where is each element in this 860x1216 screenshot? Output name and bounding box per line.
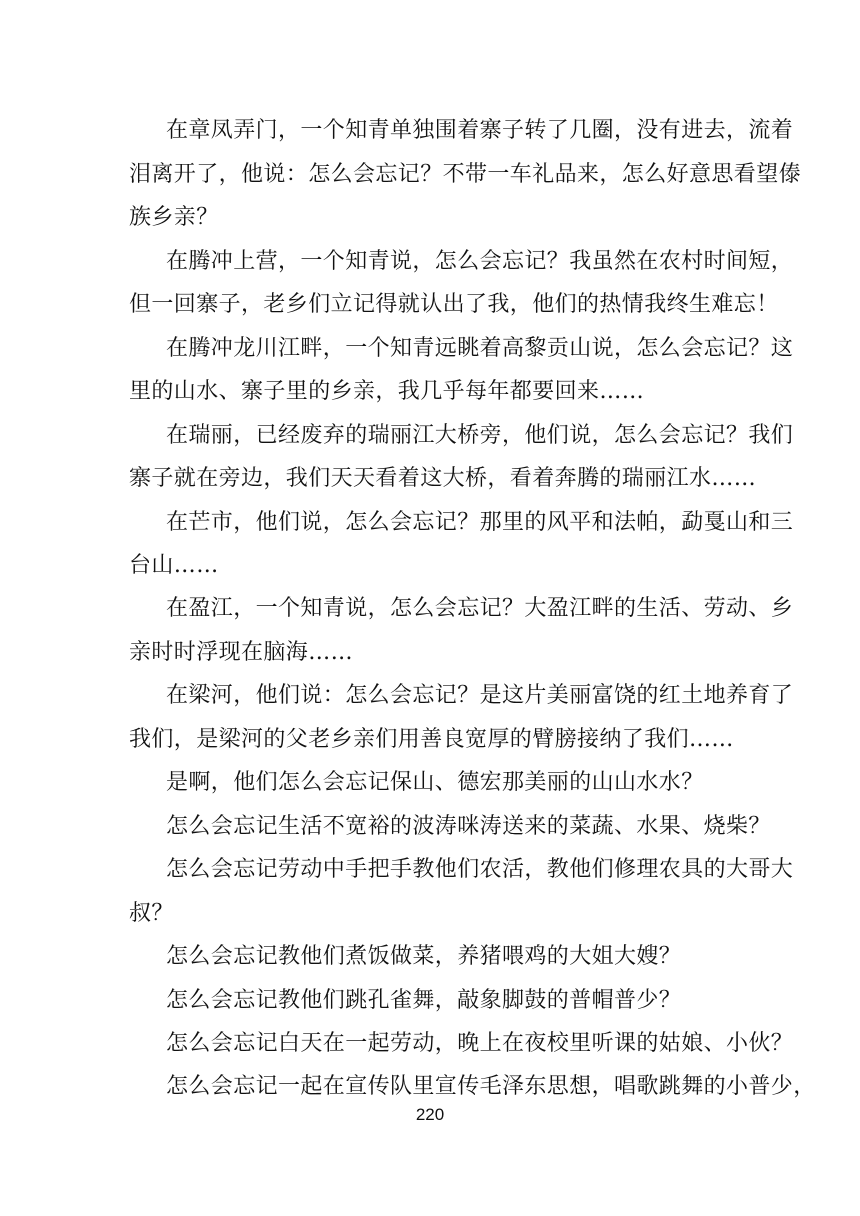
text-line: 在梁河，他们说：怎么会忘记？是这片美丽富饶的红土地养育了 xyxy=(166,683,794,708)
text-line: 在章凤弄门，一个知青单独围着寨子转了几圈，没有进去，流着 xyxy=(166,118,794,143)
text-line: 但一回寨子，老乡们立记得就认出了我，他们的热情我终生难忘！ xyxy=(129,292,779,317)
text-line: 怎么会忘记教他们煮饭做菜，养猪喂鸡的大姐大嫂？ xyxy=(166,944,682,969)
text-line: 寨子就在旁边，我们天天看着这大桥，看着奔腾的瑞丽江水…… xyxy=(129,466,757,491)
text-line: 亲时时浮现在脑海…… xyxy=(129,640,354,665)
text-line: 在瑞丽，已经废弃的瑞丽江大桥旁，他们说，怎么会忘记？我们 xyxy=(166,423,794,448)
text-line: 叔？ xyxy=(129,901,174,926)
text-line: 泪离开了，他说：怎么会忘记？不带一车礼品来，怎么好意思看望傣 xyxy=(129,162,802,187)
text-line: 怎么会忘记白天在一起劳动，晚上在夜校里听课的姑娘、小伙？ xyxy=(166,1031,794,1056)
text-line: 在腾冲龙川江畔，一个知青远眺着高黎贡山说，怎么会忘记？这 xyxy=(166,336,794,361)
text-line: 我们，是梁河的父老乡亲们用善良宽厚的臂膀接纳了我们…… xyxy=(129,727,734,752)
text-line: 在腾冲上营，一个知青说，怎么会忘记？我虽然在农村时间短， xyxy=(166,249,794,274)
text-line: 族乡亲？ xyxy=(129,205,219,230)
text-line: 怎么会忘记一起在宣传队里宣传毛泽东思想，唱歌跳舞的小普少， xyxy=(166,1074,816,1099)
text-line: 里的山水、寨子里的乡亲，我几乎每年都要回来…… xyxy=(129,379,645,404)
text-line: 是啊，他们怎么会忘记保山、德宏那美丽的山山水水？ xyxy=(166,770,704,795)
text-line: 怎么会忘记劳动中手把手教他们农活，教他们修理农具的大哥大 xyxy=(166,857,794,882)
text-line: 怎么会忘记生活不宽裕的波涛咪涛送来的菜蔬、水果、烧柴？ xyxy=(166,814,771,839)
text-line: 在盈江，一个知青说，怎么会忘记？大盈江畔的生活、劳动、乡 xyxy=(166,596,794,621)
text-line: 台山…… xyxy=(129,553,219,578)
text-line: 在芒市，他们说，怎么会忘记？那里的风平和法帕，勐戛山和三 xyxy=(166,510,794,535)
text-line: 怎么会忘记教他们跳孔雀舞，敲象脚鼓的普帽普少？ xyxy=(166,988,682,1013)
page-number: 220 xyxy=(415,1105,445,1124)
